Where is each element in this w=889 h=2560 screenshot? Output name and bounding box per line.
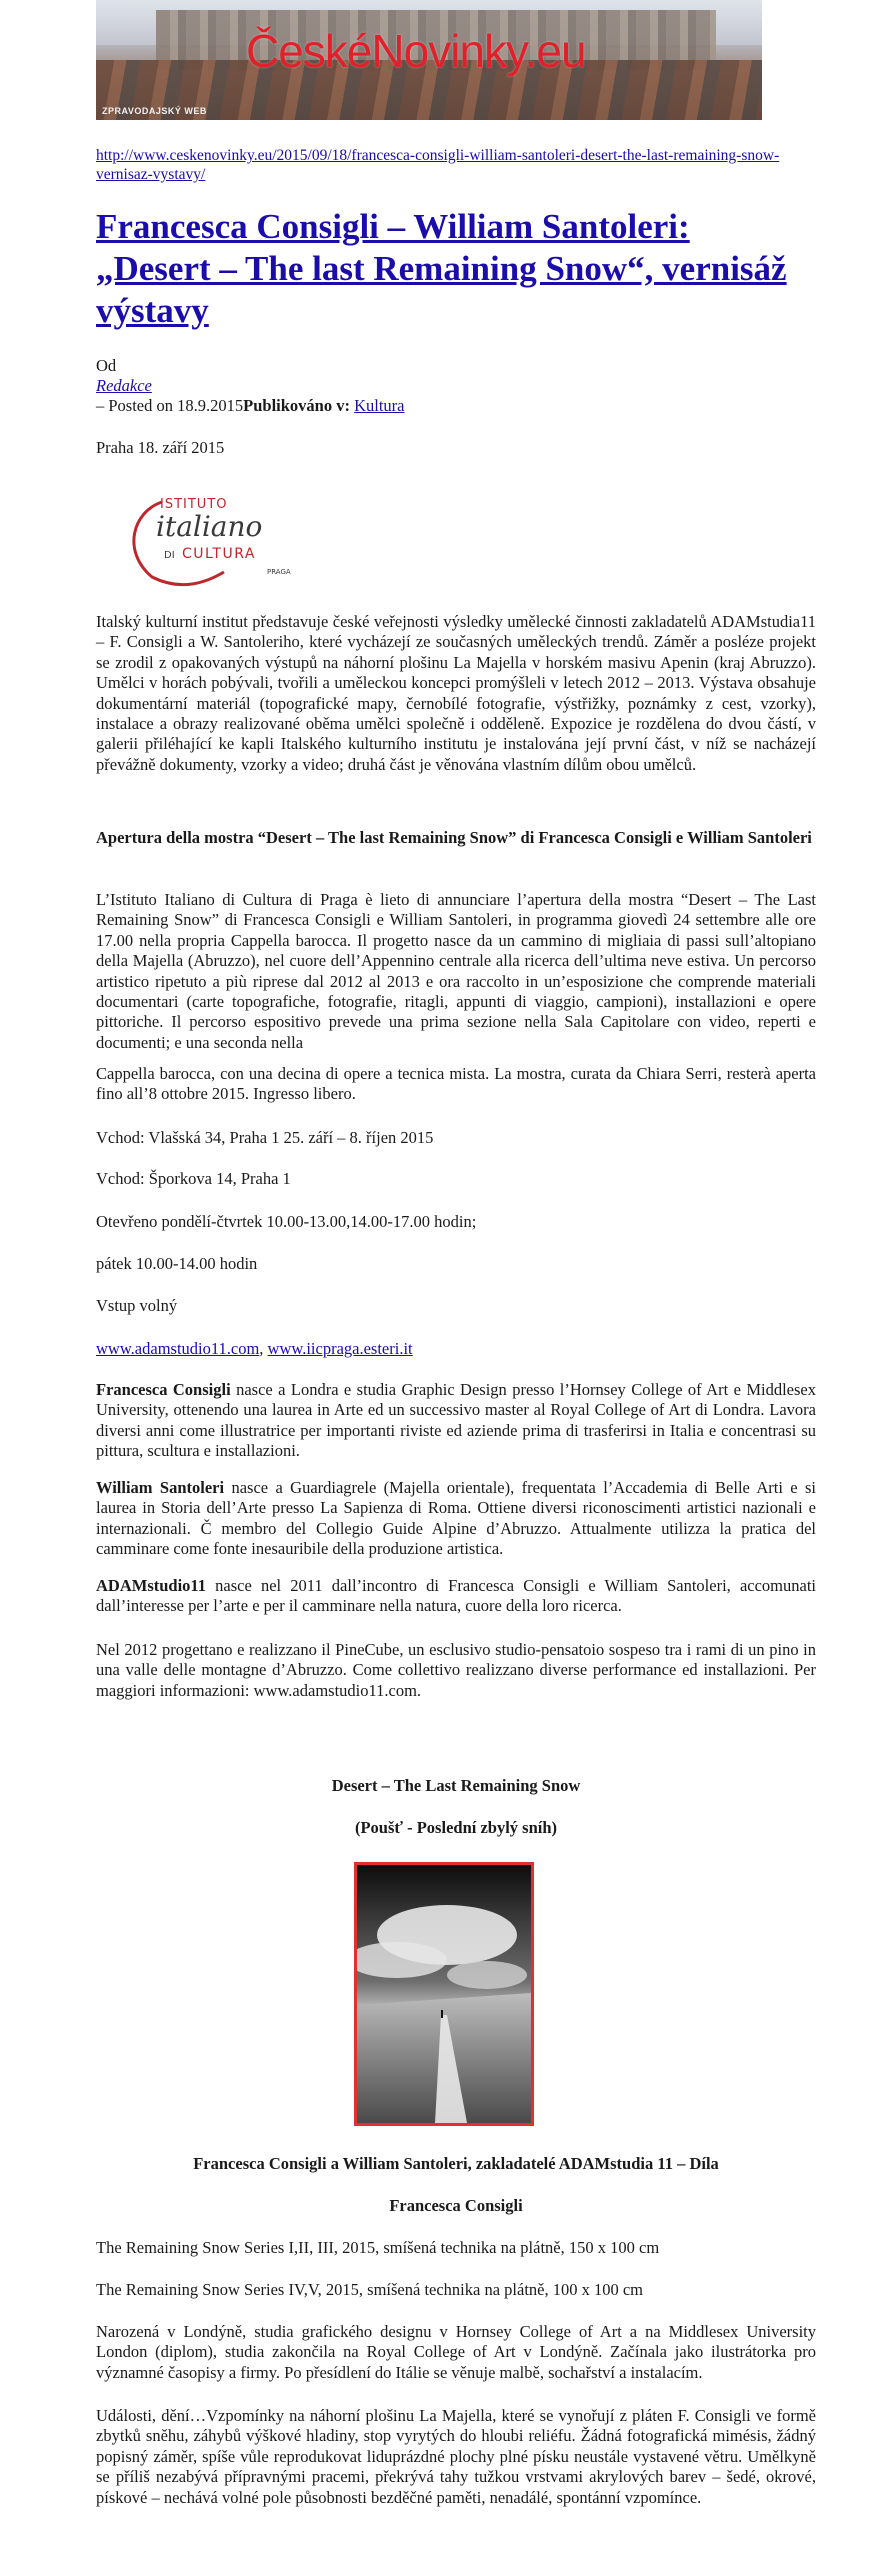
- artist-heading: Francesca Consigli: [389, 2196, 523, 2215]
- exhibition-subtitle: (Poušť - Poslední zbylý sníh): [354, 1818, 558, 1837]
- entrance-2: Vchod: Šporkova 14, Praha 1: [96, 1169, 291, 1188]
- santoleri-bio-text: nasce a Guardiagrele (Majella orientale), frequentata l’Accademia di Belle Arti e si laurea in Storia dell’Arte presso La Sapienza di Roma. Ottiene diversi riconoscimenti artistici nazionali e internazionali. Č membro del Collegio Guide Alpine d’Abruzzo. Attualmente utilizza la pratica del camminare come fonte inesauribile della produzione artistica.: [96, 1478, 816, 1559]
- logo-line3a: DI: [164, 550, 175, 561]
- site-banner[interactable]: [96, 0, 762, 120]
- exhibition-title: Desert – The Last Remaining Snow: [331, 1776, 581, 1795]
- article-url[interactable]: [96, 146, 786, 184]
- series-1: The Remaining Snow Series I,II, III, 2015, smíšená technika na plátně, 150 x 100 cm: [96, 2238, 660, 2257]
- links-row: [96, 1339, 816, 1359]
- consigli-bio-it: [96, 1380, 816, 1462]
- adamstudio-link[interactable]: www.adamstudio11.com: [96, 1339, 260, 1358]
- series-2: The Remaining Snow Series IV,V, 2015, smíšená technika na plátně, 100 x 100 cm: [96, 2280, 644, 2299]
- consigli-bio-text: nasce a Londra e studia Graphic Design presso l’Hornsey College of Art e Middlesex University, ottenendo una laurea in Arte ed un successivo master al Royal College of Art di Londra. Lavora diversi anni come illustratrice per importanti riviste ed aziende prima di trasferirsi in Italia e concentrasi su pittura, scultura e installazioni.: [96, 1380, 816, 1461]
- apertura-heading: Apertura della mostra “Desert – The last Remaining Snow” di Francesca Consigli e William Santoleri: [96, 828, 812, 847]
- author-link[interactable]: Redakce: [96, 376, 152, 395]
- logo-line1: ISTITUTO: [160, 497, 228, 512]
- events-paragraph: Události, dění…Vzpomínky na náhorní plošinu La Majella, které se vynořují z pláten F. Consigli ve formě zbytků sněhu, záhybů výškové hladiny, stop vyrytých do hloubi reliéfu. Žádná fotografická mimésis, žádný popisný záměr, spíše vůle reprodukovat liduprázdné plochy plné písku neustále vystavené větru. Umělkyně se příliš nezabývá přípravnými pracemi, překrývá tahy tužkou vrstvami akrylových barev – šedé, okrové, pískové – nechává volné pole působnosti bezděčné paměti, nenadálé, spontánní vzpomínce.: [96, 2406, 816, 2507]
- exhibition-photo: [354, 1862, 534, 2126]
- posted-date: – Posted on 18.9.2015: [96, 396, 244, 415]
- adamstudio-text: nasce nel 2011 dall’incontro di Francesca Consigli e William Santoleri, accomunati dall’interesse per l’arte e per il camminare nella natura, cuore della loro ricerca.: [96, 1576, 816, 1616]
- article-url-link[interactable]: http://www.ceskenovinky.eu/2015/09/18/francesca-consigli-william-santoleri-desert-the-last-remaining-snow-vernisaz-vystavy/: [96, 147, 780, 183]
- byline: [96, 356, 405, 416]
- dateline: Praha 18. září 2015: [96, 438, 225, 457]
- snow-landscape-image: [357, 1865, 531, 2123]
- article-title[interactable]: Francesca Consigli – William Santoleri: „Desert – The last Remaining Snow“, vernisáž výstavy: [96, 207, 787, 330]
- opening-hours-2: pátek 10.00-14.00 hodin: [96, 1254, 258, 1273]
- logo-line2: italiano: [156, 510, 263, 543]
- site-title: ČeskéNovinky.eu: [246, 25, 586, 77]
- consigli-name: Francesca Consigli: [96, 1380, 231, 1399]
- opening-hours-1: Otevřeno pondělí-čtvrtek 10.00-13.00,14.00-17.00 hodin;: [96, 1212, 477, 1231]
- pinecube-paragraph: Nel 2012 progettano e realizzano il PineCube, un esclusivo studio-pensatoio sospeso tra i rami di un pino in una valle delle montagne d’Abruzzo. Come collettivo realizzano diverse performance ed installazioni. Per maggiori informazioni: www.adamstudio11.com.: [96, 1640, 816, 1700]
- entry-free: Vstup volný: [96, 1296, 178, 1315]
- published-label: Publikováno v:: [243, 396, 350, 415]
- iic-logo-graphic: [112, 482, 302, 590]
- iic-logo: [112, 482, 302, 590]
- apertura-paragraph: L’Istituto Italiano di Cultura di Praga è lieto di annunciare l’apertura della mostra “Desert – The Last Remaining Snow” di Francesca Consigli e William Santoleri, in programma giovedì 24 settembre alle ore 17.00 nella propria Cappella barocca. Il progetto nasce da un cammino di migliaia di passi sull’altopiano della Majella (Abruzzo), nel cuore dell’Appennino centrale alla ricerca dell’ultima neve estiva. Un percorso artistico ripetuto a più riprese dal 2012 al 2013 e ora raccolto in un’esposizione che comprende materiali documentari (carte topografiche, fotografie, ritagli, appunti di viaggio, campioni), installazioni e opere pittoriche. Il percorso espositivo prevede una prima sezione nella Sala Capitolare con video, reperti e documenti; e una seconda nella: [96, 890, 816, 1052]
- santoleri-name: William Santoleri: [96, 1478, 225, 1497]
- consigli-bio-cz: Narozená v Londýně, studia grafického designu v Hornsey College of Art a na Middlesex University London (diplom), studia zakončila na Royal College of Art v Londýně. Začínala jako ilustrátorka pro významné časopisy a firmy. Po přesídlení do Itálie se věnuje malbě, sochařství a instalacím.: [96, 2322, 816, 2382]
- adamstudio-name: ADAMstudio11: [96, 1576, 207, 1595]
- category-link[interactable]: Kultura: [354, 396, 405, 415]
- apertura-continuation: Cappella barocca, con una decina di opere a tecnica mista. La mostra, curata da Chiara Serri, resterà aperta fino all’8 ottobre 2015. Ingresso libero.: [96, 1064, 816, 1104]
- photo-caption: Francesca Consigli a William Santoleri, zakladatelé ADAMstudia 11 – Díla: [193, 2154, 719, 2173]
- links-separator: ,: [259, 1339, 268, 1358]
- entrance-1: Vchod: Vlašská 34, Praha 1 25. září – 8. říjen 2015: [96, 1128, 434, 1147]
- logo-line4: PRAGA: [267, 568, 291, 576]
- iic-link[interactable]: www.iicpraga.esteri.it: [267, 1339, 413, 1358]
- site-subtitle: ZPRAVODAJSKÝ WEB: [102, 106, 207, 116]
- intro-paragraph: Italský kulturní institut představuje české veřejnosti výsledky umělecké činnosti zakladatelů ADAMstudia11 – F. Consigli a W. Santoleriho, které vycházejí ze současných uměleckých trendů. Záměr a posléze projekt se zrodil z opakovaných výstupů na náhorní plošinu La Majella v horském masivu Apenin (kraj Abruzzo). Umělci v horách pobývali, tvořili a uměleckou koncepci promýšleli v letech 2012 – 2013. Výstava obsahuje dokumentární materiál (topografické mapy, černobílé fotografie, výstřižky, poznámky z cest, vzorky), instalace a obrazy realizované oběma umělci společně i odděleně. Expozice je rozdělena do dvou částí, v galerii přiléhající ke kapli Italského kulturního institutu je instalována její první část, v níž se nacházejí převážně dokumenty, vzorky a video; druhá část je věnována vlastním dílům obou umělců.: [96, 612, 816, 774]
- logo-line3b: CULTURA: [182, 546, 256, 562]
- byline-od: Od: [96, 356, 117, 375]
- adamstudio-paragraph: [96, 1576, 816, 1617]
- santoleri-bio-it: [96, 1478, 816, 1560]
